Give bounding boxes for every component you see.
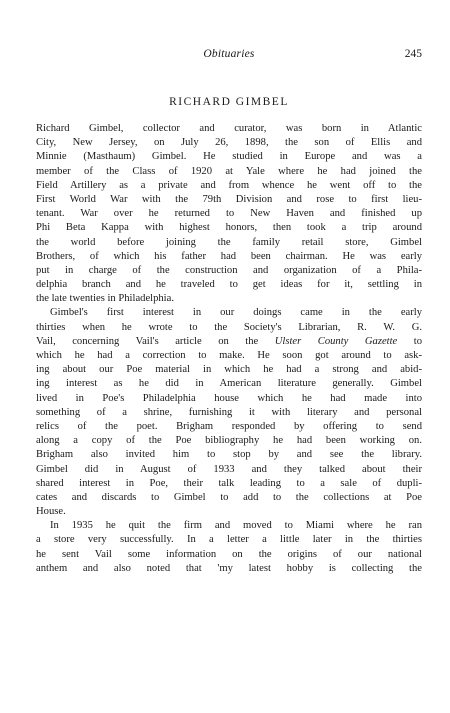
- paragraph-3: [36, 519, 422, 576]
- text-line: lived in Poe's Philadelphia house which he had made into: [36, 392, 422, 404]
- text-line: ing interest as he did in American literature generally. Gimbel: [36, 378, 422, 390]
- text-fragment: Vail, concerning Vail's article on the: [36, 335, 275, 347]
- text-line: member of the Class of 1920 at Yale where he had joined the: [36, 165, 422, 177]
- text-line: something of a shrine, furnishing it with literary and personal: [36, 406, 422, 418]
- text-line: along a copy of the Poe bibliography he had been working on.: [36, 435, 422, 447]
- text-line: Brigham also invited him to stop by and see the library.: [36, 449, 422, 461]
- text-line: ing about our Poe material in which he had a strong and abid-: [36, 364, 422, 376]
- running-title: Obituaries: [203, 48, 255, 60]
- text-line: In 1935 he quit the firm and moved to Miami where he ran: [50, 520, 422, 532]
- text-line: a store very successfully. In a letter a little later in the thirties: [36, 534, 422, 546]
- text-line: Field Artillery as a private and from whence he went off to the: [36, 179, 422, 191]
- article-heading: RICHARD GIMBEL: [169, 96, 289, 108]
- text-line: delphia branch and he traveled to get ideas for it, settling in: [36, 279, 422, 291]
- text-line: First World War with the 79th Division and rose to first lieu-: [36, 193, 422, 205]
- text-line: thirties when he wrote to the Society's Librarian, R. W. G.: [36, 321, 422, 333]
- page-number: 245: [404, 48, 422, 60]
- text-line: which he had a correction to make. He soon got around to ask-: [36, 350, 422, 361]
- newspaper-title: Ulster County Gazette: [274, 335, 398, 347]
- running-header: [36, 48, 422, 66]
- text-line: House.: [36, 506, 66, 518]
- text-line: tenant. War over he returned to New Haven and finished up: [36, 208, 422, 220]
- text-line: put in charge of the construction and organization of a Phila-: [36, 264, 422, 276]
- paragraph-2: [36, 306, 422, 519]
- text-line: shared interest in Poe, their talk leading to a sale of dupli-: [36, 477, 422, 489]
- text-line: City, New Jersey, on July 26, 1898, the son of Ellis and: [36, 137, 422, 149]
- text-line: cates and discards to Gimbel to add to the collections at Poe: [36, 491, 422, 503]
- text-line: Phi Beta Kappa with highest honors, then took a trip around: [36, 222, 422, 234]
- text-line: anthem and also noted that 'my latest hobby is collecting the: [36, 562, 422, 574]
- article-body: [36, 122, 422, 576]
- text-line: the world before joining the family retail store, Gimbel: [36, 236, 422, 248]
- text-line: Gimbel did in August of 1933 and they talked about their: [36, 463, 422, 475]
- text-line: he sent Vail some information on the origins of our national: [36, 548, 422, 560]
- text-line: Gimbel's first interest in our doings came in the early: [50, 307, 422, 319]
- text-line: the late twenties in Philadelphia.: [36, 293, 174, 305]
- text-line: [36, 335, 422, 349]
- text-line: relics of the poet. Brigham responded by offering to send: [36, 420, 422, 432]
- text-line: Richard Gimbel, collector and curator, was born in Atlantic: [36, 123, 422, 134]
- text-line: Brothers, of which his father had been chairman. He was early: [36, 250, 422, 262]
- text-line: Minnie (Masthaum) Gimbel. He studied in Europe and was a: [36, 151, 422, 163]
- paragraph-1: [36, 122, 422, 306]
- text-fragment: to: [397, 335, 423, 347]
